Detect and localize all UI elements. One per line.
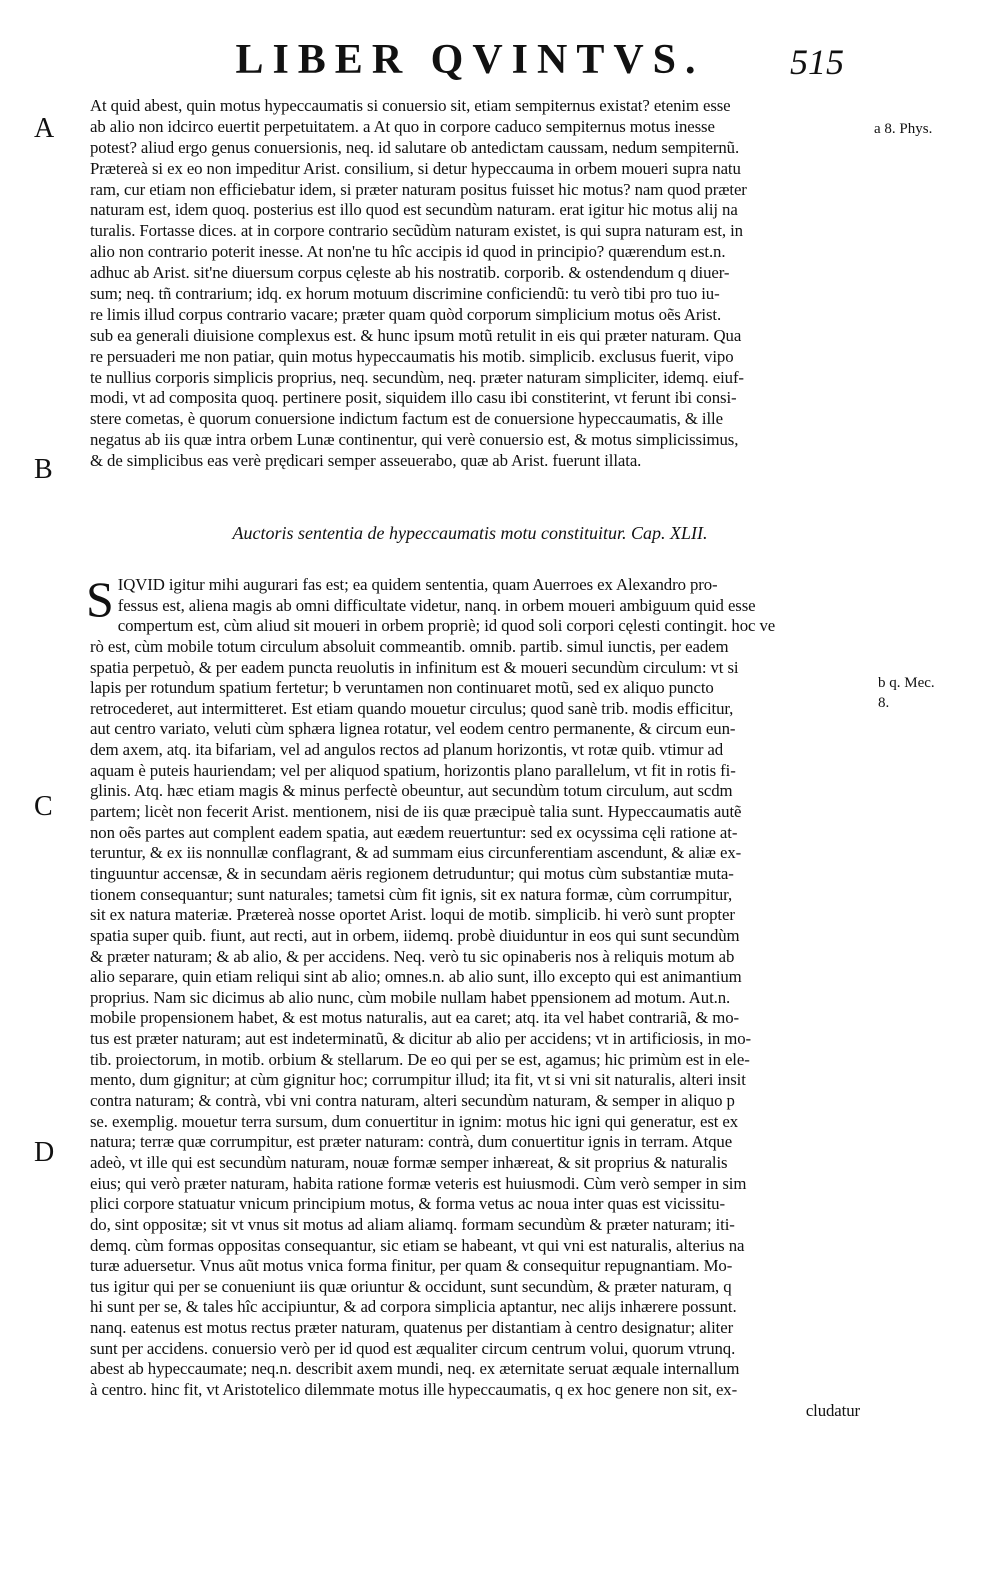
drop-cap: S bbox=[86, 571, 114, 627]
margin-letter-a: A bbox=[34, 113, 55, 144]
text-line: do, sint oppositæ; sit vt vnus sit motus ad aliam aliamq. formam secundùm & præter naturam; iti- bbox=[90, 1214, 735, 1234]
text-line: & præter naturam; & ab alio, & per accidens. Neq. verò tu sic opinaberis nos à reliquis motum ab bbox=[90, 946, 735, 966]
text-line: proprius. Nam sic dicimus ab alio nunc, cùm mobile nullam habet ppensionem ad motum. Aut.n. bbox=[90, 987, 731, 1007]
text-line: spatia super quib. fiunt, aut recti, aut in orbem, iidemq. probè diuiduntur in eos qui sunt secundùm bbox=[90, 925, 740, 945]
text-line: naturam est, idem quoq. posterius est illo quod est secundùm naturam. erat igitur hic motus alij na bbox=[90, 200, 738, 220]
text-line: te nullius corporis simplicis proprius, neq. secundùm, neq. præter naturam simpliciter, idemq. eiuf- bbox=[90, 367, 744, 387]
text-line: lapis per rotundum spatium fertetur; b veruntamen non continuaret motũ, sed ex aliquo puncto bbox=[90, 678, 714, 698]
text-line: tinguuntur accensæ, & in secundam aëris regionem detruduntur; qui motus cùm substantiæ muta- bbox=[90, 863, 734, 883]
text-line: mento, dum gignitur; at cùm gignitur hoc; corrumpitur illud; ita fit, vt si vni sit naturalis, alteri insit bbox=[90, 1070, 746, 1090]
text-line: tib. proiectorum, in motib. orbium & stellarum. De eo qui per se est, agamus; hic primùm est in ele- bbox=[90, 1049, 750, 1069]
text-line: Prætereà si ex eo non impeditur Arist. consilium, si detur hypeccauma in orbem moueri supra natu bbox=[90, 158, 741, 178]
text-line: turalis. Fortasse dices. at in corpore contrario secũdùm naturam existet, is qui supra naturam est, in bbox=[90, 221, 743, 241]
page-number: 515 bbox=[790, 42, 844, 82]
text-line: fessus est, aliena magis ab omni difficultate videtur, nanq. in orbem moueri ambiguum quid esse bbox=[117, 595, 756, 615]
text-line: non oẽs partes aut complent eadem spatia, aut eædem reuertuntur: sed ex ocyssima cęli ratione at- bbox=[90, 822, 738, 842]
text-line: aut centro variato, veluti cùm sphæra lignea rotatur, vel eodem centro permanente, & circum eun- bbox=[90, 719, 736, 739]
text-line: nanq. eatenus est motus rectus præter naturam, quatenus per distantiam à centro designatur; aliter bbox=[90, 1318, 734, 1338]
text-line: plici corpore statuatur vnicum principium motus, & forma vetus ac noua inter quas est vicissitu- bbox=[90, 1194, 725, 1214]
text-block-2 bbox=[86, 571, 860, 1421]
text-line: IQVID igitur mihi augurari fas est; ea quidem sententia, quam Auerroes ex Alexandro pro- bbox=[117, 575, 718, 594]
text-line: alio separare, quin etiam reliqui sint ab alio; omnes.n. ab alio sunt, illo excepto qui est animantium bbox=[90, 967, 742, 987]
text-line: tus igitur qui per se conueniunt iis quæ oriuntur & occidunt, sunt secundùm, & præter naturam, q bbox=[90, 1276, 732, 1296]
text-line: teruntur, & ex iis nonnullæ conflagrant, & ad summam eius circunferentiam ascendunt, & aliæ ex- bbox=[90, 843, 742, 863]
text-line: At quid abest, quin motus hypeccaumatis si conuersio sit, etiam sempiternus existat? etenim esse bbox=[90, 96, 731, 115]
margin-note-b-continued: 8. bbox=[878, 695, 890, 711]
margin-letter-b: B bbox=[34, 454, 53, 485]
text-line: & de simplicibus eas verè prędicari semper asseuerabo, quæ ab Arist. fuerunt illata. bbox=[90, 451, 642, 471]
text-line: glinis. Atq. hæc etiam magis & minus perfectè obeuntur, aut secundùm totum circulum, aut scdm bbox=[90, 781, 733, 801]
text-line: contra naturam; & contrà, vbi vni contra naturam, alteri secundùm naturam, & semper in aliquo p bbox=[90, 1091, 735, 1111]
text-line: sunt per accidens. conuersio verò per id quod est æqualiter circum centrum volui, quorum vtrunq. bbox=[90, 1338, 736, 1358]
text-line: demq. cùm formas oppositas consequantur, sic etiam se habeant, vt qui vni est naturalis, alterius na bbox=[90, 1235, 745, 1255]
text-line: potest? aliud ergo genus conuersionis, neq. id salutare ob antedictam caussam, nedum sempiternũ. bbox=[90, 137, 740, 157]
text-line: turæ aduersetur. Vnus aũt motus vnica forma finitur, per quam & consequitur repugnantiam. Mo- bbox=[90, 1256, 733, 1276]
text-line: aquam è puteis hauriendam; vel per aliquod spatium, horizontis plano parallelum, vt fit in rotis fi- bbox=[90, 760, 736, 780]
margin-note-a: a 8. Phys. bbox=[874, 121, 933, 137]
text-line: retrocederet, aut intermitteret. Est etiam quando mouetur circulus; quod sanè trib. modis efficitur, bbox=[90, 698, 734, 718]
text-line: tionem consequantur; sunt naturales; tametsi cùm fit ignis, sit ex natura formæ, cùm corrumpitur, bbox=[90, 884, 733, 904]
text-line: natura; terræ quæ corrumpitur, est præter naturam: contrà, dum conuertitur ignis in terram. Atque bbox=[90, 1132, 733, 1152]
text-line: cludatur bbox=[805, 1400, 860, 1420]
text-block-1 bbox=[90, 96, 860, 472]
running-title: LIBER QVINTVS. bbox=[235, 37, 705, 83]
text-line: se. exemplig. mouetur terra sursum, dum conuertitur in ignim: motus hic igni qui generatur, est ex bbox=[90, 1111, 739, 1131]
text-line: modi, vt ad composita quoq. pertinere posit, siquidem illo casu ibi constiterint, vt ferunt ibi consi- bbox=[90, 388, 737, 408]
text-line: mobile propensionem habet, & est motus naturalis, aut ea caret; atq. ita vel habet contrariã, & mo- bbox=[90, 1008, 740, 1028]
text-line: adhuc ab Arist. sit'ne diuersum corpus cęleste ab his nostratib. corporib. & ostendendum q diuer- bbox=[90, 263, 730, 283]
text-line: hi sunt per se, & tales hîc accipiuntur, & ad corpora simplicia aptantur, nec alijs inhærere possunt. bbox=[90, 1297, 737, 1317]
text-line: spatia perpetuò, & per eadem puncta reuolutis in infinitum est & moueri secundùm circulum: vt si bbox=[90, 657, 739, 677]
text-line: rò est, cùm mobile totum circulum absoluit commeantib. omnib. partib. simul iunctis, per eadem bbox=[90, 636, 729, 656]
text-line: re limis illud corpus contrario vacare; præter quam quòd corporum simplicium motus oẽs Arist. bbox=[90, 304, 722, 324]
text-line: sum; neq. tñ contrarium; idq. ex horum motuum discrimine conficiendũ: tu verò tibi pro tuo iu- bbox=[90, 284, 720, 304]
text-line: adeò, vt ille qui est secundùm naturam, nouæ formæ semper inhæreat, & sit proprius & naturalis bbox=[90, 1152, 728, 1172]
text-line: compertum est, cùm aliud sit moueri in orbem propriè; id quod soli corpori cęlesti contingit. hoc ve bbox=[117, 616, 776, 636]
margin-letter-d: D bbox=[34, 1137, 55, 1168]
text-line: sit ex natura materiæ. Prætereà nosse oportet Arist. loqui de motib. simplicib. hi verò sunt propter bbox=[90, 905, 735, 925]
text-line: ab alio non idcirco euertit perpetuitatem. a At quo in corpore caduco sempiternus motus inesse bbox=[90, 116, 715, 136]
text-line: eius; qui verò præter naturam, habita ratione formæ veteris est huiusmodi. Cùm verò semper in sim bbox=[90, 1173, 747, 1193]
text-line: dem axem, atq. ita bifariam, vel ad angulos rectos ad planum horizontis, vt rotæ quib. vtimur ad bbox=[90, 740, 724, 760]
text-line: à centro. hinc fit, vt Aristotelico dilemmate motus ille hypeccaumatis, q ex hoc genere non sit, ex- bbox=[90, 1379, 738, 1399]
text-line: ram, cur etiam non efficiebatur idem, si præter naturam positus fuisset hic motus? nam quod præter bbox=[90, 179, 747, 199]
text-line: alio non contrario poterit inesse. At non'ne tu hîc accipis id quod in principio? quærendum est.n. bbox=[90, 242, 726, 262]
text-line: stere cometas, è quorum conuersione indictum factum est de conuersione hypeccaumatis, & ille bbox=[90, 409, 723, 429]
text-line: tus est præter naturam; aut est indeterminatũ, & dicitur ab alio per accidens; vt in artificiosis, in mo- bbox=[90, 1029, 752, 1049]
text-line: partem; licèt non fecerit Arist. mentionem, nisi de iis quæ præcipuè talia sunt. Hypeccaumatis autẽ bbox=[90, 802, 742, 822]
text-line: re persuaderi me non patiar, quin motus hypeccaumatis his motib. simplicib. exclusus fuerit, vipo bbox=[90, 346, 734, 366]
margin-note-b: b q. Mec. bbox=[878, 675, 935, 691]
margin-letter-c: C bbox=[34, 791, 53, 822]
text-line: sub ea generali diuisione complexus est. & hunc ipsum motũ retulit in eis qui præter naturam. Qua bbox=[90, 325, 742, 345]
chapter-heading: Auctoris sententia de hypeccaumatis motu constituitur. Cap. XLII. bbox=[232, 523, 708, 543]
text-line: abest ab hypeccaumate; neq.n. describit axem mundi, neq. ex æternitate seruat æquale internallum bbox=[90, 1359, 740, 1379]
text-line: negatus ab iis quæ intra orbem Lunæ continentur, qui verè conuersio est, & motus simplicissimus, bbox=[90, 430, 739, 450]
